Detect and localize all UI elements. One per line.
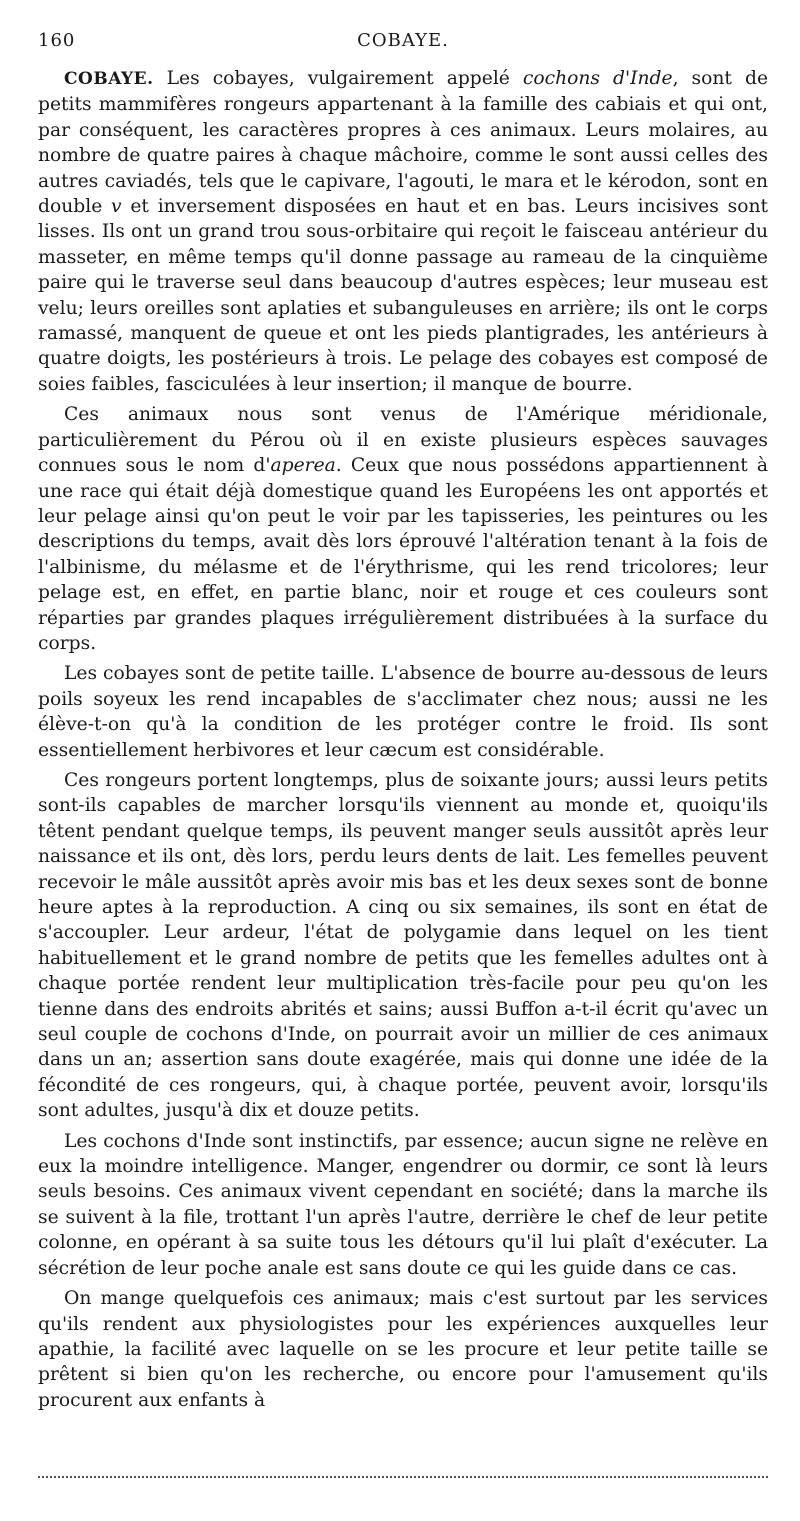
paragraph-4: Ces rongeurs portent longtemps, plus de soixante jours; aussi leurs petits sont-ils capables de marcher lorsqu'ils viennent au monde et, quoiqu'ils têtent pendant quelque temps, ils peuvent manger seuls aussitôt après leur naissance et ils ont, dès lors, perdu leurs dents de lait. Les femelles peuvent recevoir le mâle aussitôt après avoir mis bas et les deux sexes sont de bonne heure aptes à la reproduction. A cinq ou six semaines, ils sont en état de s'accoupler. Leur ardeur, l'état de polygamie dans lequel on les tient habituellement et le grand nombre de petits que les femelles adultes ont à chaque portée rendent leur multiplication très-facile pour peu qu'on les tienne dans des endroits abrités et sains; aussi Buffon a-t-il écrit qu'avec un seul couple de cochons d'Inde, on pourrait avoir un millier de ces animaux dans un an; assertion sans doute exagérée, mais qui donne une idée de la fécondité de ces rongeurs, qui, à chaque portée, peuvent avoir, lorsqu'ils sont adultes, jusqu'à dix et douze petits. xyxy=(38,769,768,1122)
paragraph-1-emphasis-b: v xyxy=(111,196,122,218)
paragraph-2-text-a: Ces animaux nous sont venus de l'Amérique méridionale, particulièrement du Pérou où il en existe plusieurs espèces sauvages connues sous le nom d' xyxy=(38,404,768,477)
paragraph-2-text-b: . Ceux que nous possédons appartiennent à une race qui était déjà domestique quand les Européens les ont apportés et leur pelage ainsi qu'on peut le voir par les tapisseries, les peintures ou les descriptions du temps, avait dès lors éprouvé l'altération tenant à la fois de l'albinisme, du mélasme et de l'érythrisme, qui les rend tricolores; leur pelage est, en effet, en partie blanc, noir et rouge et ces couleurs sont réparties par grandes plaques irrégulièrement distribuées à la surface du corps. xyxy=(38,455,769,654)
article-body xyxy=(38,66,768,1418)
paragraph-1-text-a: Les cobayes, vulgairement appelé xyxy=(153,68,523,89)
paragraph-1-emphasis-a: cochons d'Inde xyxy=(522,68,673,89)
page-number: 160 xyxy=(38,30,76,51)
paragraph-6: On mange quelquefois ces animaux; mais c'est surtout par les services qu'ils rendent aux physiologistes pour les expériences auxquelles leur apathie, la facilité avec laquelle on se les procure et leur petite taille se prêtent si bien qu'on les recherche, ou encore pour l'amusement qu'ils procurent aux enfants à xyxy=(38,1288,768,1411)
headword: COBAYE. xyxy=(64,69,154,89)
paragraph-2-emphasis: aperea xyxy=(270,455,336,477)
footer-dotted-rule xyxy=(38,1476,768,1478)
paragraph-1 xyxy=(38,66,768,397)
paragraph-1-text-b: , sont de petits mammifères rongeurs appartenant à la famille des cabiais et qui ont, par conséquent, les caractères propres à ces animaux. Leurs molaires, au nombre de quatre paires à chaque mâchoire, comme le sont aussi celles des autres caviadés, tels que le capivare, l'agouti, le mara et le kérodon, sont en double xyxy=(38,68,768,218)
paragraph-1-text-c: et inversement disposées en haut et en bas. Leurs incisives sont lisses. Ils ont un grand trou sous-orbitaire qui reçoit le faisceau antérieur du masseter, en même temps qu'il donne passage au rameau de la cinquième paire qui le traverse seul dans beaucoup d'autres espèces; leur museau est velu; leurs oreilles sont aplaties et subanguleuses en arrière; ils ont le corps ramassé, manquent de queue et ont les pieds plantigrades, les antérieurs à quatre doigts, les postérieurs à trois. Le pelage des cobayes est composé de soies faibles, fasciculées à leur insertion; il manque de bourre. xyxy=(38,196,768,395)
paragraph-3: Les cobayes sont de petite taille. L'absence de bourre au-dessous de leurs poils soyeux les rend incapables de s'acclimater chez nous; aussi ne les élève-t-on qu'à la condition de les protéger contre le froid. Ils sont essentiellement herbivores et leur cæcum est considérable. xyxy=(38,663,768,761)
running-title: COBAYE. xyxy=(357,30,449,51)
paragraph-5: Les cochons d'Inde sont instinctifs, par essence; aucun signe ne relève en eux la moindre intelligence. Manger, engendrer ou dormir, ce sont là leurs seuls besoins. Ces animaux vivent cependant en société; dans la marche ils se suivent à la file, trottant l'un après l'autre, derrière le chef de leur petite colonne, en opérant à sa suite tous les détours qu'il lui plaît d'exécuter. La sécrétion de leur poche anale est sans doute ce qui les guide dans ce cas. xyxy=(38,1130,768,1279)
paragraph-2 xyxy=(38,402,768,656)
running-head xyxy=(38,30,768,56)
